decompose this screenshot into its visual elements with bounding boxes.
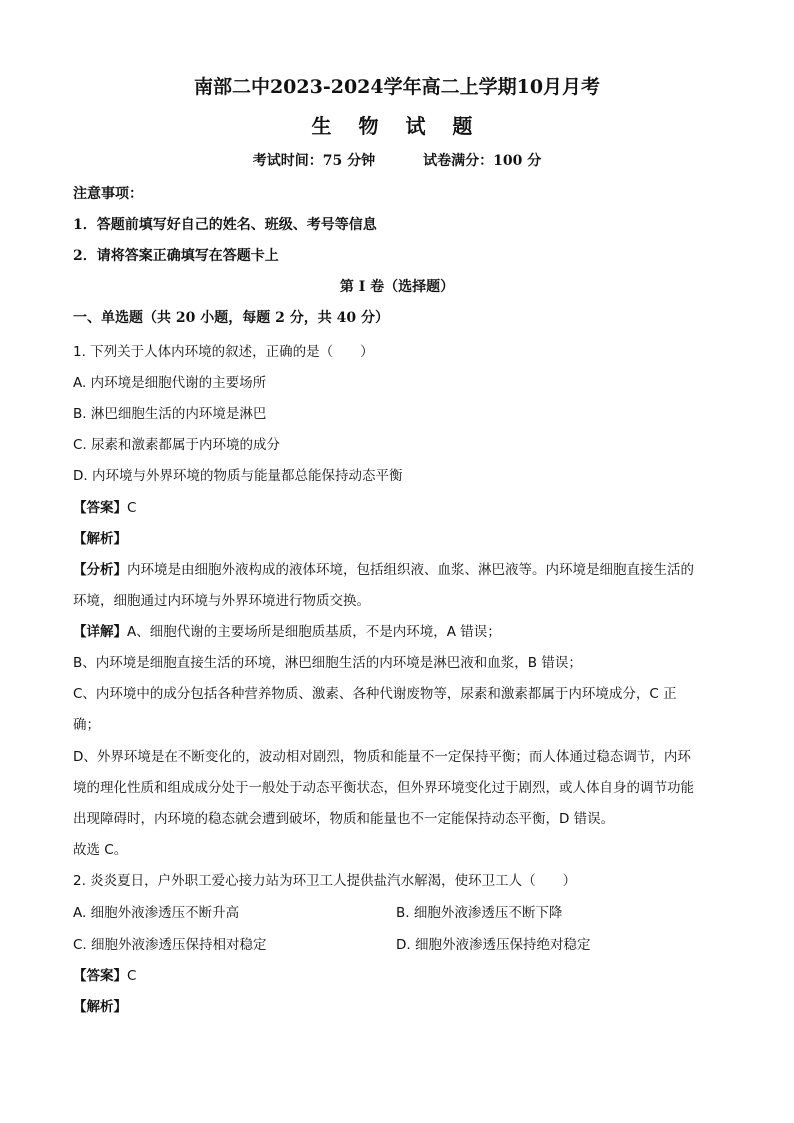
- q2-option-a: A. 细胞外液渗透压不断升高: [73, 905, 240, 921]
- q1-line-c1: C、内环境中的成分包括各种营养物质、激素、各种代谢废物等，尿素和激素都属于内环境成分，C 正: [73, 686, 677, 702]
- xiangjie-a: A、细胞代谢的主要场所是细胞质基质，不是内环境，A 错误；: [127, 624, 501, 640]
- q1-conclusion: 故选 C。: [73, 842, 128, 858]
- exam-subtitle: 生 物 试 题: [311, 114, 483, 138]
- fenxi-text-1: 内环境是由细胞外液构成的液体环境，包括组织液、血浆、淋巴液等。内环境是细胞直接生活的: [127, 562, 694, 578]
- q1-analysis-tag: [73, 527, 127, 547]
- q2-option-c: C. 细胞外液渗透压保持相对稳定: [73, 937, 267, 953]
- answer-tag: 【答案】: [73, 968, 127, 984]
- q1-line-d1: D、外界环境是在不断变化的，波动相对剧烈，物质和能量不一定保持平衡；而人体通过稳态调节，内环: [73, 749, 691, 765]
- q1-option-a: A. 内环境是细胞代谢的主要场所: [73, 375, 267, 391]
- q1-fenxi-line-1: [73, 558, 694, 578]
- q1-option-d: D. 内环境与外界环境的物质与能量都总能保持动态平衡: [73, 468, 403, 484]
- volume-heading: 第 I 卷（选择题）: [339, 279, 455, 295]
- q2-analysis-tag: [73, 995, 127, 1015]
- full-score: 试卷满分：100 分: [423, 153, 542, 169]
- q1-fenxi-line-2: 环境，细胞通过内环境与外界环境进行物质交换。: [73, 593, 370, 609]
- analysis-tag: 【解析】: [73, 999, 127, 1015]
- section-heading: 一、单选题（共 20 小题，每题 2 分，共 40 分）: [73, 310, 389, 326]
- q2-option-d: D. 细胞外液渗透压保持绝对稳定: [396, 937, 591, 953]
- q2-answer: [73, 964, 136, 984]
- q1-line-b: B、内环境是细胞直接生活的环境，淋巴细胞生活的内环境是淋巴液和血浆，B 错误；: [73, 655, 582, 671]
- exam-title: 南部二中2023-2024学年高二上学期10月月考: [193, 76, 601, 98]
- q2-stem: 2. 炎炎夏日，户外职工爱心接力站为环卫工人提供盐汽水解渴，使环卫工人（ ）: [73, 873, 577, 889]
- fenxi-tag: 【分析】: [73, 562, 127, 578]
- analysis-tag: 【解析】: [73, 531, 127, 547]
- q1-option-b: B. 淋巴细胞生活的内环境是淋巴: [73, 406, 267, 422]
- q1-answer: [73, 496, 136, 516]
- q1-line-c2: 确；: [73, 717, 100, 733]
- notice-item-1: 1．答题前填写好自己的姓名、班级、考号等信息: [73, 217, 377, 233]
- q2-option-b: B. 细胞外液渗透压不断下降: [396, 905, 563, 921]
- answer-value: C: [127, 968, 137, 984]
- answer-tag: 【答案】: [73, 500, 127, 516]
- q1-stem: 1. 下列关于人体内环境的叙述，正确的是（ ）: [73, 344, 374, 360]
- exam-meta: [0, 150, 794, 170]
- q1-line-d2: 境的理化性质和组成成分处于一般处于动态平衡状态，但外界环境变化过于剧烈，或人体自身的调节功能: [73, 780, 694, 796]
- q1-option-c: C. 尿素和激素都属于内环境的成分: [73, 437, 281, 453]
- xiangjie-tag: 【详解】: [73, 624, 127, 640]
- answer-value: C: [127, 500, 137, 516]
- exam-time: 考试时间：75 分钟: [252, 153, 376, 169]
- notice-item-2: 2．请将答案正确填写在答题卡上: [73, 248, 279, 264]
- q1-line-d3: 出现障碍时，内环境的稳态就会遭到破坏，物质和能量也不一定能保持动态平衡，D 错误。: [73, 811, 615, 827]
- notice-heading: 注意事项：: [73, 186, 143, 202]
- q1-xiangjie-line: [73, 620, 501, 640]
